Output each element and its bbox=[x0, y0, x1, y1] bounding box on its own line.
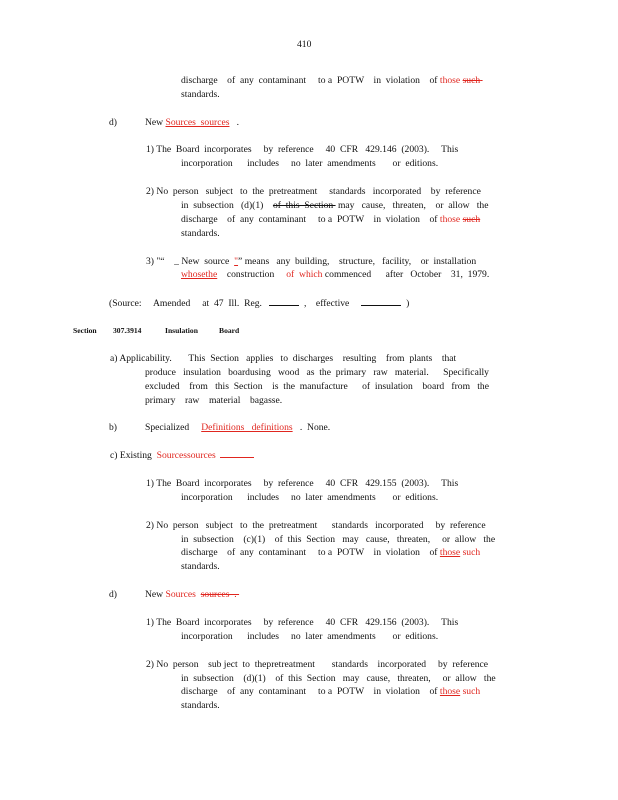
d1-item3-line1: 3) "“ _ New source "” means any building, structure, facility, or installation bbox=[146, 256, 477, 267]
d2-item1-line2: incorporation includes no later amendments or editions. bbox=[181, 631, 439, 642]
deleted-text: sources bbox=[200, 589, 230, 600]
c-item2-line3: discharge of any contaminant to a POTW in violation of those such bbox=[181, 547, 481, 558]
inserted-text: of which bbox=[286, 269, 323, 280]
inserted-text: those bbox=[439, 686, 461, 697]
c-item2-line1: 2) No person subject to the pretreatment standards incorporated by reference bbox=[146, 520, 486, 531]
inserted-text: Sources sources bbox=[165, 117, 230, 128]
d1-item2-line3: discharge of any contaminant to a POTW in violation of those such bbox=[181, 214, 481, 225]
c-item2-line4: standards. bbox=[181, 561, 220, 572]
subsection-b-letter: b) bbox=[109, 422, 117, 433]
c-item1-line1: 1) The Board incorporates by reference 40 CFR 429.155 (2003). This bbox=[146, 478, 459, 489]
inserted-text: those bbox=[439, 214, 461, 225]
subsection-d-letter: d) bbox=[109, 117, 117, 128]
subsection-d-heading: New Sources sources . bbox=[145, 117, 240, 128]
section-number: 307.3914 bbox=[113, 326, 142, 335]
deleted-text: such bbox=[462, 75, 481, 86]
deleted-text: of this Section bbox=[272, 200, 336, 211]
d1-item3-line2: whosethe construction of which commenced after October 31, 1979. bbox=[181, 269, 490, 280]
a-line1: a) Applicability. This Section applies to discharges resulting from plants that bbox=[110, 353, 457, 364]
subsection-d2-letter: d) bbox=[109, 589, 117, 600]
top-line-2: standards. bbox=[181, 89, 220, 100]
inserted-text: those bbox=[439, 75, 461, 86]
top-line-1: discharge of any contaminant to a POTW in violation of those such bbox=[181, 75, 481, 86]
blank-line bbox=[269, 296, 299, 306]
inserted-text: Sourcessources bbox=[156, 450, 216, 461]
deletion-strike bbox=[220, 450, 254, 458]
d2-item2-line3: discharge of any contaminant to a POTW in violation of those such bbox=[181, 686, 481, 697]
d1-item2-line1: 2) No person subject to the pretreatment standards incorporated by reference bbox=[146, 186, 481, 197]
d1-item2-line4: standards. bbox=[181, 228, 220, 239]
deleted-text: such bbox=[462, 214, 481, 225]
d1-item1-line2: incorporation includes no later amendments or editions. bbox=[181, 158, 439, 169]
section-title-1: Insulation bbox=[165, 326, 198, 335]
blank-line bbox=[361, 296, 401, 306]
source-note: (Source: Amended at 47 Ill. Reg. , effective ) bbox=[109, 298, 410, 309]
a-line2: produce insulation boardusing wood as the primary raw material. Specifically bbox=[145, 367, 489, 378]
a-line4: primary raw material bagasse. bbox=[145, 395, 283, 406]
inserted-text: such bbox=[462, 686, 481, 697]
section-label: Section bbox=[73, 326, 97, 335]
inserted-text: such bbox=[462, 547, 481, 558]
subsection-c-heading: c) Existing Sourcessources bbox=[110, 449, 254, 463]
inserted-text: Definitions definitions bbox=[201, 422, 293, 433]
c-item1-line2: incorporation includes no later amendments or editions. bbox=[181, 492, 439, 503]
d2-item2-line4: standards. bbox=[181, 700, 220, 711]
inserted-text: whosethe bbox=[181, 269, 218, 280]
d1-item2-line2: in subsection (d)(1) of this Section may cause, threaten, or allow the bbox=[181, 200, 489, 211]
inserted-text: Sources bbox=[165, 589, 196, 600]
subsection-d2-heading: New Sources sources . bbox=[145, 589, 240, 600]
d2-item2-line2: in subsection (d)(1) of this Section may cause, threaten, or allow the bbox=[181, 673, 496, 684]
subsection-b-heading: Specialized Definitions definitions . None. bbox=[145, 422, 331, 433]
d2-item1-line1: 1) The Board incorporates by reference 40 CFR 429.156 (2003). This bbox=[146, 617, 459, 628]
inserted-text: " bbox=[234, 256, 239, 267]
section-title-2: Board bbox=[219, 326, 240, 335]
d2-item2-line1: 2) No person sub ject to thepretreatment standards incorporated by reference bbox=[146, 659, 489, 670]
d1-item1-line1: 1) The Board incorporates by reference 40 CFR 429.146 (2003). This bbox=[146, 144, 459, 155]
inserted-text: those bbox=[439, 547, 461, 558]
page-number: 410 bbox=[297, 39, 312, 50]
c-item2-line2: in subsection (c)(1) of this Section may cause, threaten, or allow the bbox=[181, 534, 496, 545]
a-line3: excluded from this Section is the manufacture of insulation board from the bbox=[145, 381, 489, 392]
